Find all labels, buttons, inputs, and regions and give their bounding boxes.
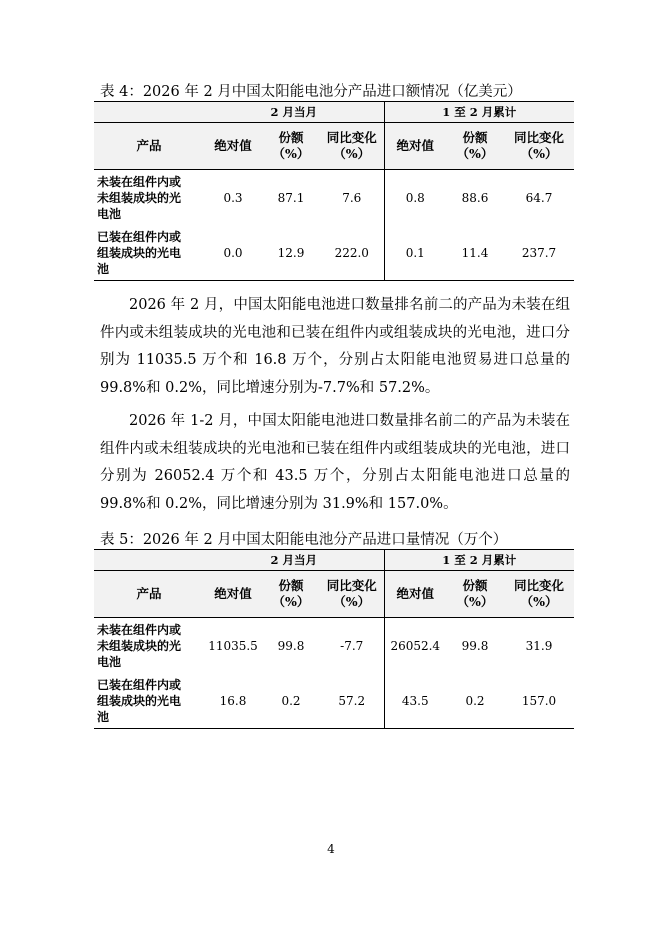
cum-yoy: 31.9 xyxy=(504,618,574,675)
table4-caption: 表 4：2026 年 2 月中国太阳能电池分产品进口额情况（亿美元） xyxy=(100,84,522,100)
table5-period-cumulative: 1 至 2 月累计 xyxy=(384,550,574,571)
table4 xyxy=(94,101,574,281)
share-label: 份额 xyxy=(278,578,304,593)
table5-col-absolute-cum: 绝对值 xyxy=(384,571,446,618)
share-label: 份额 xyxy=(278,130,304,145)
share-unit: （%） xyxy=(272,594,310,609)
yoy-unit: （%） xyxy=(333,594,371,609)
yoy-label: 同比变化 xyxy=(514,130,565,145)
table-row xyxy=(94,170,574,227)
month-share: 99.8 xyxy=(262,618,320,675)
month-absolute: 11035.5 xyxy=(204,618,262,675)
paragraph-february: 2026 年 2 月，中国太阳能电池进口数量排名前二的产品为未装在组件内或未组装成块的光电池和已装在组件内或组装成块的光电池，进口分别为 11035.5 万个和 16.8 万个，分别占太阳能电池贸易进口总量的 99.8%和 0.2%，同比增速分别为-7.7%和 57.2%。 xyxy=(100,297,570,396)
share-label: 份额 xyxy=(462,130,488,145)
table4-col-product: 产品 xyxy=(94,123,204,170)
month-yoy: -7.7 xyxy=(320,618,384,675)
table5-col-absolute: 绝对值 xyxy=(204,571,262,618)
table5-col-yoy-cum xyxy=(504,571,574,618)
cum-absolute: 26052.4 xyxy=(384,618,446,675)
product-name: 已装在组件内或 组装成块的光电 池 xyxy=(94,674,204,729)
share-unit: （%） xyxy=(272,146,310,161)
table5-period-header xyxy=(94,550,574,571)
yoy-unit: （%） xyxy=(520,146,558,161)
table-row xyxy=(94,226,574,281)
table5 xyxy=(94,549,574,729)
table4-col-share-cum xyxy=(446,123,504,170)
table4-column-header xyxy=(94,123,574,170)
table5-col-product: 产品 xyxy=(94,571,204,618)
yoy-unit: （%） xyxy=(520,594,558,609)
table4-period-current: 2 月当月 xyxy=(204,102,384,123)
share-label: 份额 xyxy=(462,578,488,593)
table5-column-header xyxy=(94,571,574,618)
month-yoy: 222.0 xyxy=(320,226,384,281)
product-name: 未装在组件内或 未组装成块的光 电池 xyxy=(94,170,204,227)
cum-absolute: 0.1 xyxy=(384,226,446,281)
share-unit: （%） xyxy=(456,146,494,161)
table4-col-absolute-cum: 绝对值 xyxy=(384,123,446,170)
table4-period-cumulative: 1 至 2 月累计 xyxy=(384,102,574,123)
cum-yoy: 237.7 xyxy=(504,226,574,281)
yoy-unit: （%） xyxy=(333,146,371,161)
month-share: 87.1 xyxy=(262,170,320,227)
table5-col-share xyxy=(262,571,320,618)
month-absolute: 16.8 xyxy=(204,674,262,729)
cum-yoy: 64.7 xyxy=(504,170,574,227)
cum-share: 0.2 xyxy=(446,674,504,729)
table4-col-yoy xyxy=(320,123,384,170)
paragraph-january-february: 2026 年 1-2 月，中国太阳能电池进口数量排名前二的产品为未装在组件内或未组装成块的光电池和已装在组件内或组装成块的光电池，进口分别为 26052.4 万个和 43.5 万个，分别占太阳能电池进口总量的 99.8%和 0.2%，同比增速分别为 31.9%和 157.0%。 xyxy=(100,413,570,512)
table-row xyxy=(94,674,574,729)
cum-share: 99.8 xyxy=(446,618,504,675)
table4-period-header xyxy=(94,102,574,123)
yoy-label: 同比变化 xyxy=(326,130,377,145)
share-unit: （%） xyxy=(456,594,494,609)
table5-caption: 表 5：2026 年 2 月中国太阳能电池分产品进口量情况（万个） xyxy=(100,532,508,548)
table5-period-current: 2 月当月 xyxy=(204,550,384,571)
month-share: 12.9 xyxy=(262,226,320,281)
month-absolute: 0.3 xyxy=(204,170,262,227)
table4-col-yoy-cum xyxy=(504,123,574,170)
table5-col-share-cum xyxy=(446,571,504,618)
table4-col-share xyxy=(262,123,320,170)
month-yoy: 57.2 xyxy=(320,674,384,729)
month-yoy: 7.6 xyxy=(320,170,384,227)
cum-share: 11.4 xyxy=(446,226,504,281)
page-number: 4 xyxy=(327,842,335,856)
cum-absolute: 0.8 xyxy=(384,170,446,227)
cum-yoy: 157.0 xyxy=(504,674,574,729)
product-name: 未装在组件内或 未组装成块的光 电池 xyxy=(94,618,204,675)
product-name: 已装在组件内或 组装成块的光电 池 xyxy=(94,226,204,281)
cum-share: 88.6 xyxy=(446,170,504,227)
month-absolute: 0.0 xyxy=(204,226,262,281)
table5-col-yoy xyxy=(320,571,384,618)
table-row xyxy=(94,618,574,675)
cum-absolute: 43.5 xyxy=(384,674,446,729)
month-share: 0.2 xyxy=(262,674,320,729)
yoy-label: 同比变化 xyxy=(514,578,565,593)
yoy-label: 同比变化 xyxy=(326,578,377,593)
table4-col-absolute: 绝对值 xyxy=(204,123,262,170)
